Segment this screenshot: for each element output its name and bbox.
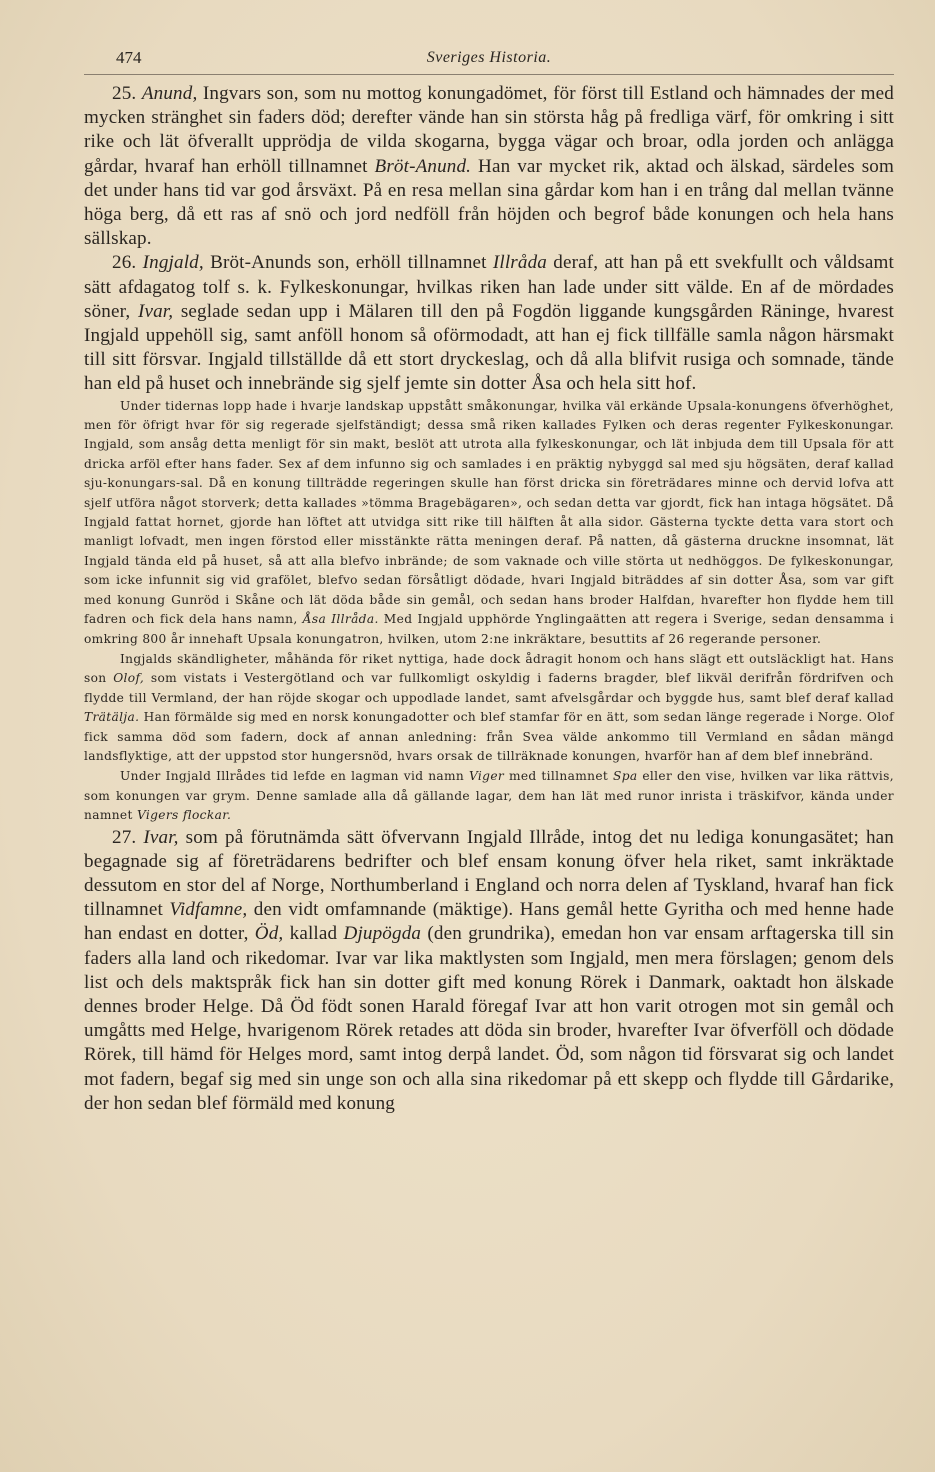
- paragraph-text: den vidt omfamnande (mäktige). Hans gemål hette Gyritha och med henne hade han endast en dotter,: [84, 899, 895, 945]
- note-olof-tratalja: [84, 650, 894, 766]
- page-number: 474: [116, 48, 142, 67]
- paragraph-27-ivar: [84, 826, 894, 1116]
- paragraph-text: som på förutnämda sätt öfvervann Ingjald Illråde, intog det nu lediga konungasätet; han begagnade sig af företrädarens bedrifter och blef ensam konung öfver hela riket, samt inkräktade dessutom en stor del af Norge, Northumberland i England och norra delen af Tyskland, hvaraf han fick tillnamnet: [84, 826, 894, 921]
- person-name: Olof,: [113, 671, 145, 686]
- person-name: Åsa Illråda.: [302, 612, 379, 627]
- paragraph-25-anund: [84, 82, 894, 251]
- paragraph-text: seglade sedan upp i Mälaren till den på Fogdön liggande kungsgården Räninge, hvarest Ingjald uppehöll sig, samt anföll honom så oförmodadt, att han ej fick tillfälle samla någon härsmakt till sitt försvar. Ingjald tillställde då ett stort dryckeslag, och då alla blifvit rusiga och somnade, tände han eld på huset och innebrände sig sjelf jemte sin dotter Åsa och hela sitt hof.: [84, 300, 894, 395]
- section-number: 27.: [112, 826, 137, 848]
- paragraph-text: kallad: [283, 923, 344, 945]
- law-collection-name: Vigers flockar.: [136, 808, 232, 823]
- paragraph-text: deraf, att han på ett svekfullt och våldsamt sätt afdagatog tolf s. k. Fylkeskonungar, hvilkas riken han lade under sitt välde. En af de mördades söner,: [84, 252, 894, 322]
- paragraph-text: Bröt-Anunds son, erhöll tillnamnet: [203, 252, 493, 274]
- king-nickname: Illråda: [492, 252, 547, 274]
- king-name: Anund,: [141, 83, 198, 104]
- note-text: med tillnamnet: [504, 769, 614, 784]
- paragraph-text: Han var mycket rik, aktad och älskad, särdeles som det under hans tid var god årsväxt. På en resa mellan sina gårdar kom han i en trång dal mellan tvänne höga berg, då ett ras af snö och jord nedföll från höjden och begrof både konungen och hela hans sällskap.: [84, 155, 894, 250]
- paragraph-text: Ingvars son, som nu mottog konungadömet, för först till Estland och hämnades der med mycken stränghet sin faders död; derefter vände han sin största håg på fredliga värf, för omkring i sitt rike och lät öfverallt upprödja de vilda skogarna, bygga vägar och broar, odla jorden och anlägga gårdar, hvaraf han erhöll tillnamnet: [84, 83, 894, 177]
- king-name: Ivar,: [143, 826, 179, 848]
- note-viger-spa: [84, 767, 894, 825]
- note-fylkeskonungar: [84, 397, 894, 649]
- king-name: Ingjald,: [142, 252, 204, 274]
- person-nickname: Djupögda: [343, 923, 422, 945]
- note-text: Under tidernas lopp hade i hvarje landskap uppstått småkonungar, hvilka väl erkände Upsala-konungens öfverhöghet, men för öfrigt hvar för sig regerade sjelfständigt; dessa små riken kallades Fylken och deras regenter Fylkeskonungar. Ingjald, som ansåg detta menligt för sin makt, beslöt att utrota alla fylkeskonungar, och lät inbjuda dem till Upsala för att dricka arföl efter hans fader. Sex af dem infunno sig och samlades i en präktig nybyggd sal med sju högsäten, deraf kallad sju-konungars-sal. Då en konung tillträdde regeringen skulle han först dricka sin företrädares minne och dervid lofva att sjelf utföra något storverk; detta kallades »tömma Bragebägaren», och sedan detta var gjordt, fick han intaga högsätet. Då Ingjald fattat hornet, gjorde han löftet att utvidga sitt rike till hälften åt alla sidor. Gästerna tyckte detta vara stort och manligt lofvadt, men ingen förstod eller misstänkte rätta meningen deraf. På natten, då gästerna druckne insomnat, lät Ingjald tända eld på huset, så att alla blefvo inbrände; de som vaknade och ville störta ut nedhöggos. De fylkeskonungar, som icke infunnit sig vid grafölet, blefvo sedan försåtligt dödade, hvari Ingjald biträddes af sin dotter Åsa, som var gift med konung Gunröd i Skåne och lät döda både sin gemål, och sedan hans broder Halfdan, hvarefter hon flydde hem till fadren och fick dela hans namn,: [84, 398, 894, 627]
- note-text: Under Ingjald Illrådes tid lefde en lagman vid namn: [120, 769, 469, 784]
- person-name: Ivar,: [137, 300, 174, 322]
- note-text: Han förmälde sig med en norsk konungadotter och blef stamfar för en ätt, som sedan länge regerade i Norge. Olof fick samma död som fadern, dock af annan anledning: från Svea välde ankommo till Vermland en sådan mängd landsflyktige, att der uppstod stor hungersnöd, hvars orsak de tillräknade konungen, hvarför han af dem blef innebränd.: [84, 710, 894, 763]
- paragraph-text: (den grundrika), emedan hon var ensam arftagerska till sin faders alla land och rikedomar. Ivar var lika maktlysten som Ingjald, men mera förslagen; genom dels list och dels maktspråk fick han sin dotter gift med konung Rörek i Danmark, oaktadt hon älskade dennes broder Helge. Då Öd födt sonen Harald föregaf Ivar att hon varit otrogen mot sin gemål och umgåtts med Helge, hvarigenom Rörek retades att döda sin broder, hvarefter Ivar öfverföll och dödade Rörek, till hämd för Helges mord, samt intog derpå landet. Öd, som någon tid försvarat sig och landet mot fadern, begaf sig med sin unge son och alla sina rikedomar på ett skepp och flydde till Gårdarike, der hon sedan blef förmäld med konung: [84, 923, 895, 1114]
- king-nickname: Vidfamne,: [169, 899, 248, 921]
- person-nickname: Trätälja.: [84, 710, 140, 725]
- page-header: [84, 44, 894, 75]
- running-title: Sveriges Historia.: [426, 49, 552, 66]
- person-name: Öd,: [254, 923, 284, 945]
- note-text: eller den vise, hvilken var lika rättvis, som konungen var grym. Denne samlade alla då gällande lagar, dem han lät med runor inrista i träskifvor, kända under namnet: [84, 769, 895, 823]
- note-text: Med Ingjald upphörde Ynglingaätten att regera i Sverige, sedan densamma i omkring 800 år innehaft Upsala konungatron, hvilken, utom 2:ne inkräktare, besuttits af 26 regerande personer.: [84, 612, 895, 646]
- page-body: [84, 82, 894, 1116]
- person-nickname: Spa: [613, 769, 638, 784]
- section-number: 26.: [112, 252, 137, 274]
- paragraph-26-ingjald: [84, 251, 894, 396]
- note-text: Ingjalds skändligheter, måhända för riket nyttiga, hade dock ådragit honom och hans slägt ett outsläckligt hat. Hans son: [84, 651, 894, 686]
- note-text: som vistats i Vestergötland och var fullkomligt oskyldig i faderns bragder, blef likväl derifrån fördrifven och flydde till Vermland, der han röjde skogar och uppodlade landet, samt afvelsgårdar och byggde hus, samt blef deraf kallad: [84, 671, 894, 705]
- section-number: 25.: [112, 83, 137, 104]
- person-name: Viger: [469, 769, 505, 784]
- king-nickname: Bröt-Anund.: [374, 155, 472, 177]
